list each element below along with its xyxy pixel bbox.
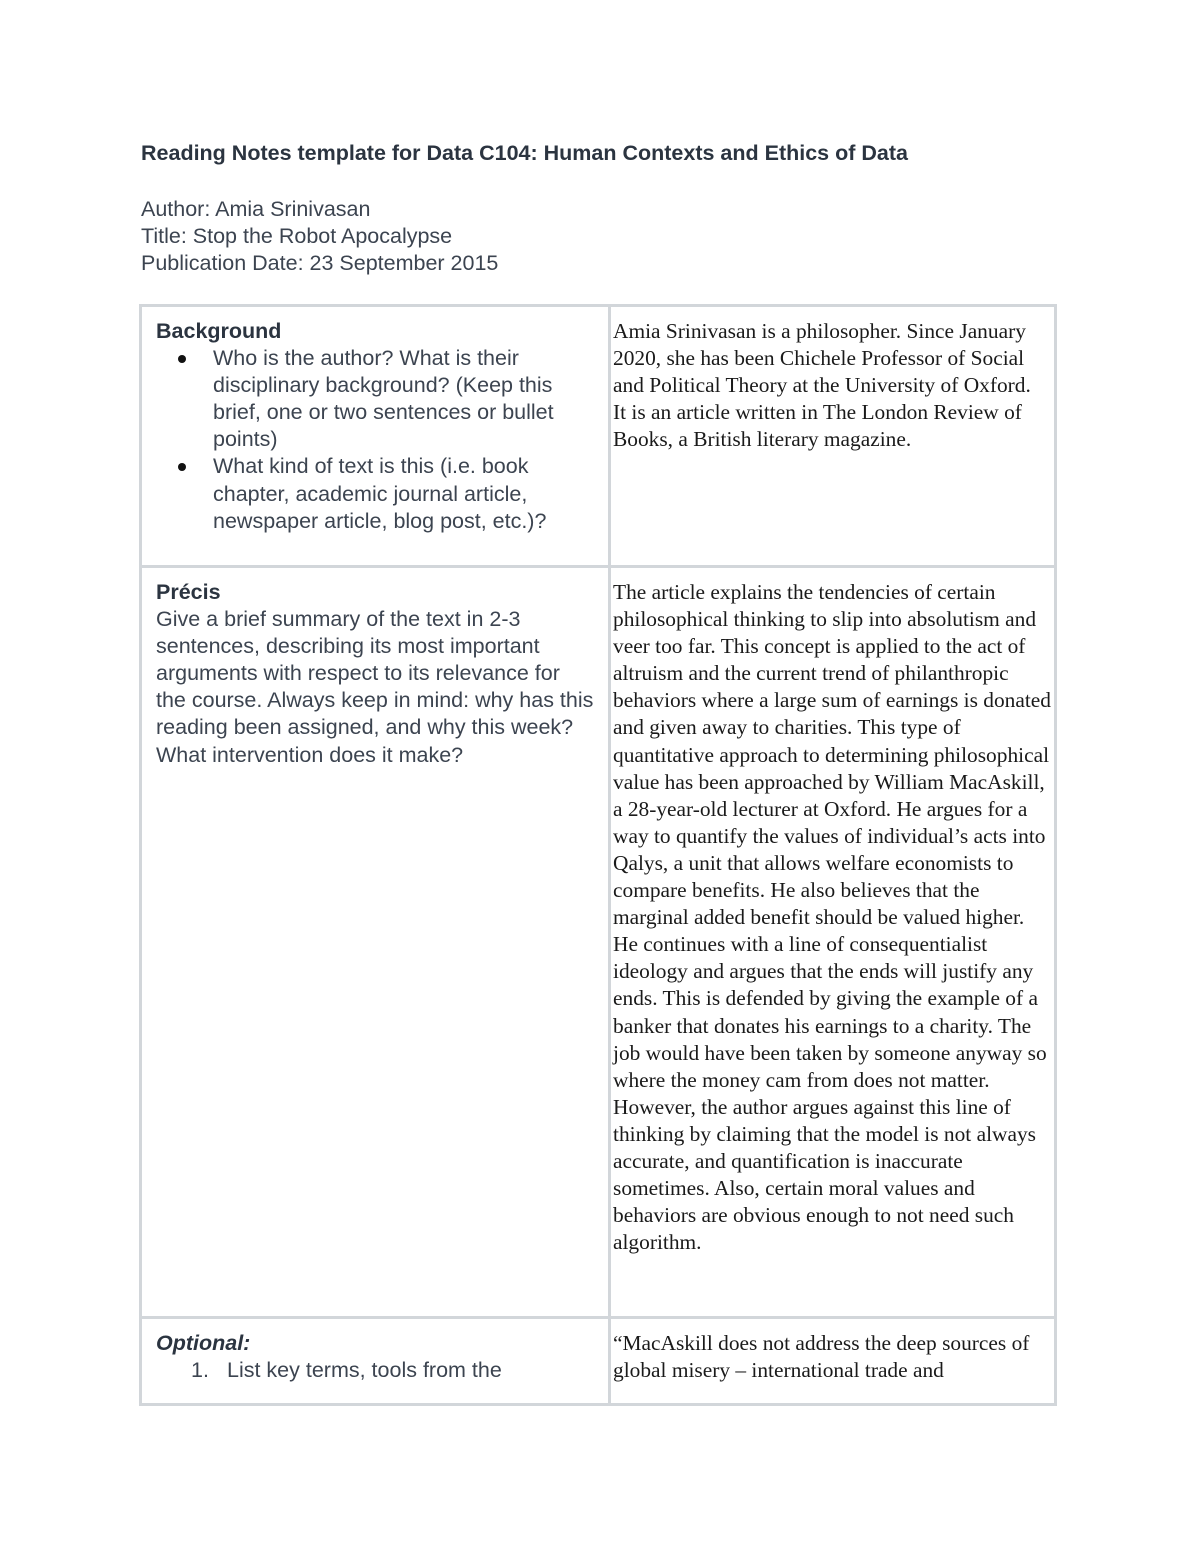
page-title: Reading Notes template for Data C104: Human Contexts and Ethics of Data [141,141,908,165]
document-meta [141,196,498,277]
publication-date-line: Publication Date: 23 September 2015 [141,251,499,275]
precis-prompt-cell [141,567,610,1318]
precis-prompt-text: Give a brief summary of the text in 2-3 sentences, describing its most important arguments with respect to its relevance for the course. Always keep in mind: why has this reading been assigned, and why this week? What intervention does it make? [156,607,594,767]
list-item: What kind of text is this (i.e. book chapter, academic journal article, newspaper article, blog post, etc.)? [213,453,594,534]
list-item: Who is the author? What is their disciplinary background? (Keep this brief, one or two sentences or bullet points) [213,345,594,453]
list-item [191,1357,594,1384]
answer-paragraph: However, the author argues against this line of thinking by claiming that the model is not always accurate, and quantification is inaccurate sometimes. Also, certain moral values and behaviors are obvious enough to not need such algorithm. [613,1094,1036,1255]
answer-paragraph: It is an article written in The London Review of Books, a British literary magazine. [613,400,1022,452]
optional-answer-cell [610,1318,1056,1405]
list-item-number: 1. [191,1358,209,1383]
table-row-precis [141,567,1056,1318]
optional-prompt-cell [141,1318,610,1405]
optional-heading: Optional: [156,1331,251,1355]
answer-paragraph: The article explains the tendencies of certain philosophical thinking to slip into absolutism and veer too far. This concept is applied to the act of altruism and the current trend of philanthropic behaviors where a large sum of earnings is donated and given away to charities. This type of quantitative approach to determining philosophical value has been approached by William MacAskill, a 28-year-old lecturer at Oxford. He argues for a way to quantify the values of individual’s acts into Qalys, a unit that allows welfare economists to compare benefits. He also believes that the marginal added benefit should be valued higher. He continues with a line of consequentialist ideology and argues that the ends will justify any ends. This is defended by giving the example of a banker that donates his earnings to a charity. The job would have been taken by someone anyway so where the money cam from does not matter. [613,580,1051,1092]
background-heading: Background [156,319,282,343]
optional-numbered-list [156,1357,594,1384]
notes-table [139,304,1057,1406]
table-row-background [141,306,1056,567]
precis-answer-cell [610,567,1056,1318]
author-line: Author: Amia Srinivasan [141,197,371,221]
precis-heading: Précis [156,580,221,604]
background-bullet-list [156,345,594,535]
answer-paragraph: “MacAskill does not address the deep sources of global misery – international trade and [613,1331,1030,1383]
background-prompt-cell [141,306,610,567]
table-row-optional [141,1318,1056,1405]
title-line: Title: Stop the Robot Apocalypse [141,224,453,248]
background-answer-cell [610,306,1056,567]
answer-paragraph: Amia Srinivasan is a philosopher. Since January 2020, she has been Chichele Professor of Social and Political Theory at the University of Oxford. [613,319,1031,398]
list-item-text: List key terms, tools from the [227,1358,502,1383]
